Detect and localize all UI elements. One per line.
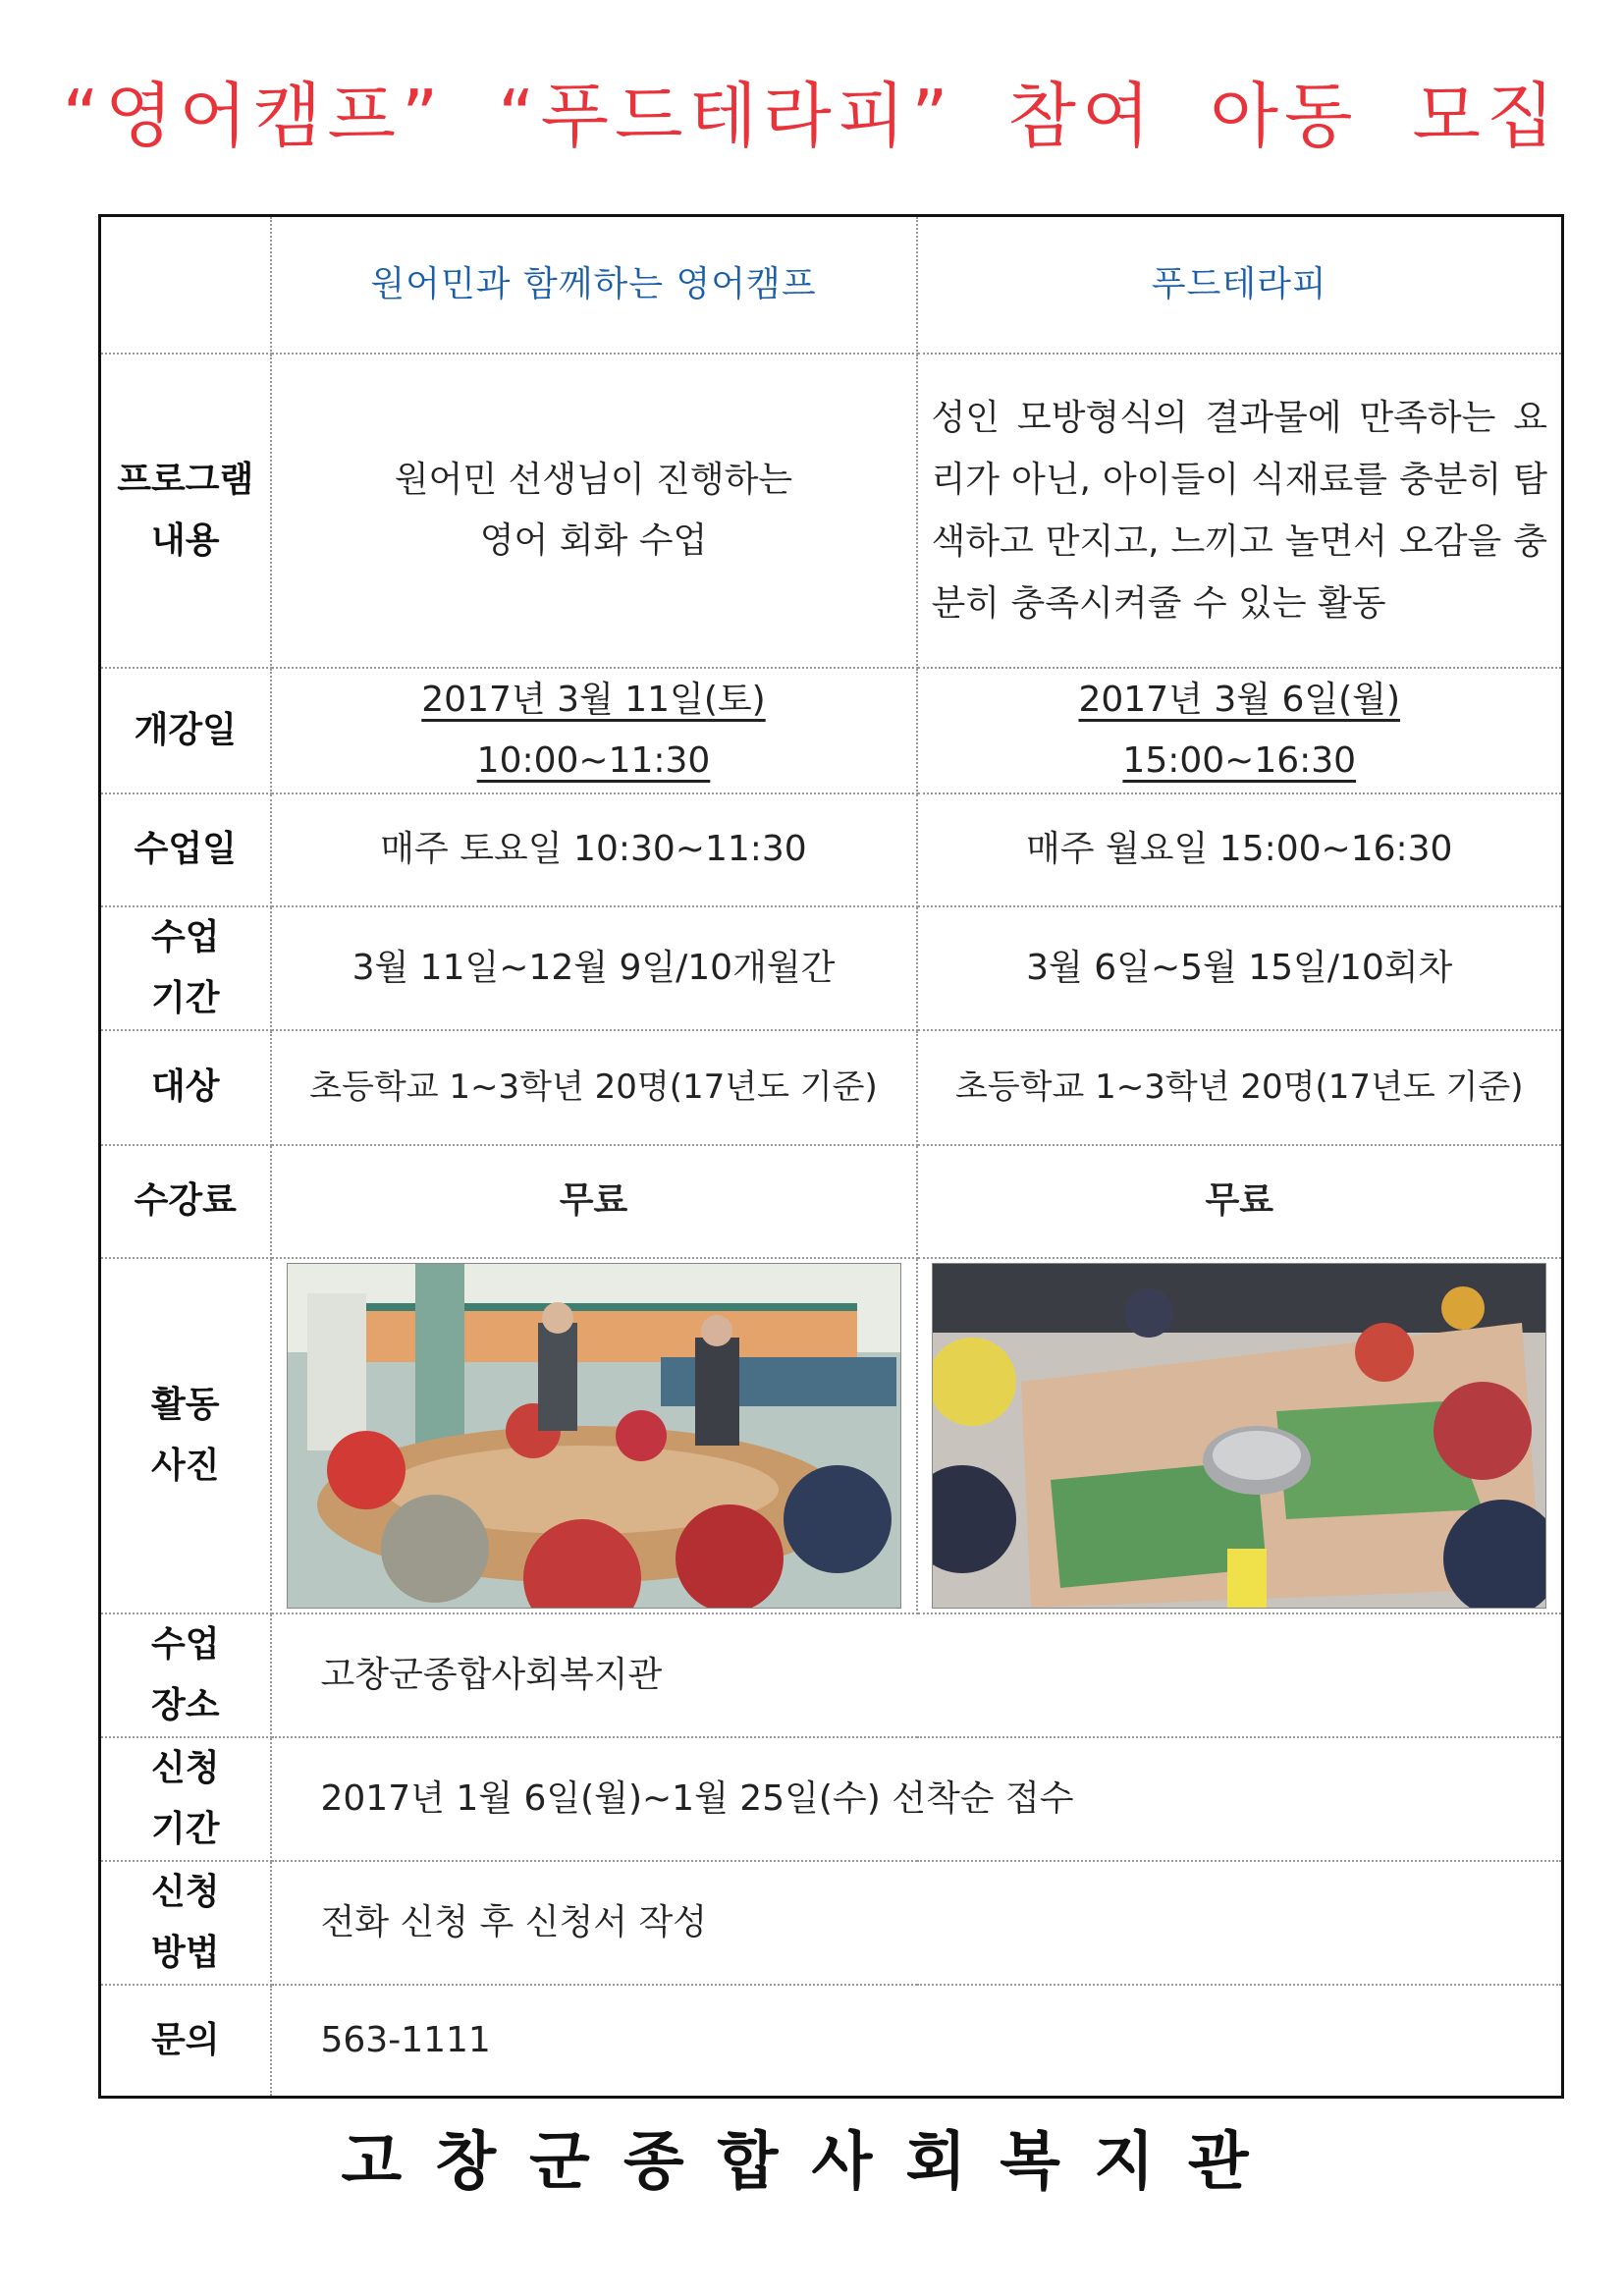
english-photo-cell	[271, 1258, 917, 1613]
food-class-day: 매주 월요일 15:00~16:30	[917, 793, 1563, 906]
apply-period-label	[100, 1737, 271, 1861]
target-label: 대상	[100, 1030, 271, 1145]
english-opening-cell	[271, 668, 917, 793]
organization-footer: 고창군종합사회복지관	[341, 2126, 1282, 2199]
photos-label-text: 활동 사진	[150, 1384, 220, 1486]
food-photo-cell	[917, 1258, 1563, 1613]
page-title: “영어캠프” “푸드테라피” 참여 아동 모집	[62, 75, 1561, 157]
english-period: 3월 11일~12월 9일/10개월간	[271, 906, 917, 1030]
english-opening-date: 2017년 3월 11일(토)	[421, 679, 766, 720]
contact-value: 563-1111	[271, 1985, 1563, 2098]
apply-period-label-text: 신청 기간	[150, 1747, 220, 1849]
period-label	[100, 906, 271, 1030]
english-target: 초등학교 1~3학년 20명(17년도 기준)	[271, 1030, 917, 1145]
photos-label	[100, 1258, 271, 1613]
place-row	[100, 1613, 1563, 1737]
apply-period-row	[100, 1737, 1563, 1861]
apply-method-row	[100, 1861, 1563, 1985]
food-opening-cell	[917, 668, 1563, 793]
apply-period-value: 2017년 1월 6일(월)~1월 25일(수) 선착순 접수	[271, 1737, 1563, 1861]
english-fee: 무료	[271, 1145, 917, 1258]
period-label-text: 수업 기간	[150, 916, 220, 1018]
opening-label: 개강일	[100, 668, 271, 793]
class-day-label: 수업일	[100, 793, 271, 906]
contact-row	[100, 1985, 1563, 2098]
english-content-text: 원어민 선생님이 진행하는 영어 회화 수업	[394, 459, 793, 561]
apply-method-label	[100, 1861, 271, 1985]
photos-row	[100, 1258, 1563, 1613]
opening-row	[100, 668, 1563, 793]
english-camp-heading: 원어민과 함께하는 영어캠프	[271, 216, 917, 354]
english-content-cell	[271, 354, 917, 668]
program-content-label	[100, 354, 271, 668]
food-therapy-photo	[932, 1263, 1546, 1609]
place-label	[100, 1613, 271, 1737]
recruitment-table	[98, 214, 1564, 2099]
food-content-cell: 성인 모방형식의 결과물에 만족하는 요리가 아닌, 아이들이 식재료를 충분히 탐색하고 만지고, 느끼고 놀면서 오감을 충분히 충족시켜줄 수 있는 활동	[917, 354, 1563, 668]
english-camp-photo	[287, 1263, 901, 1609]
place-value: 고창군종합사회복지관	[271, 1613, 1563, 1737]
food-fee: 무료	[917, 1145, 1563, 1258]
english-opening-time: 10:00~11:30	[476, 739, 711, 781]
program-content-label-text: 프로그램 내용	[117, 459, 254, 561]
contact-label: 문의	[100, 1985, 271, 2098]
english-class-day: 매주 토요일 10:30~11:30	[271, 793, 917, 906]
program-content-row	[100, 354, 1563, 668]
fee-label: 수강료	[100, 1145, 271, 1258]
fee-row	[100, 1145, 1563, 1258]
period-row	[100, 906, 1563, 1030]
food-opening-date: 2017년 3월 6일(월)	[1078, 679, 1400, 720]
target-row	[100, 1030, 1563, 1145]
food-period: 3월 6일~5월 15일/10회차	[917, 906, 1563, 1030]
food-target: 초등학교 1~3학년 20명(17년도 기준)	[917, 1030, 1563, 1145]
apply-method-label-text: 신청 방법	[150, 1871, 220, 1973]
food-therapy-heading: 푸드테라피	[917, 216, 1563, 354]
food-opening-time: 15:00~16:30	[1122, 739, 1357, 781]
corner-cell	[100, 216, 271, 354]
header-row	[100, 216, 1563, 354]
class-day-row	[100, 793, 1563, 906]
place-label-text: 수업 장소	[150, 1623, 220, 1725]
apply-method-value: 전화 신청 후 신청서 작성	[271, 1861, 1563, 1985]
